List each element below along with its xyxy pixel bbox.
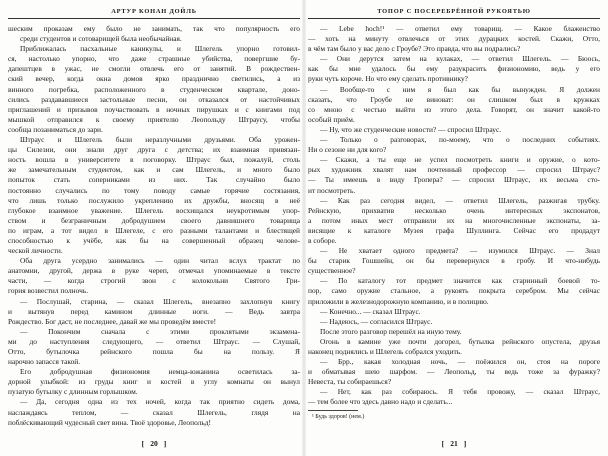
text-line: наслаждаясь теплом, — сказал Шлегель, глядя на xyxy=(8,407,300,417)
footnote-rule xyxy=(308,410,358,411)
text-line: Невеста, ты собираешься? xyxy=(308,377,392,387)
text-line: нарочно запасся такой. xyxy=(8,357,81,367)
left-page-number: 20 xyxy=(150,439,158,448)
text-line: наконец поднялись и Шлегель собрался уходить. xyxy=(308,347,462,356)
text-line: постоянно случались по тому поводу самые горячие состязания, xyxy=(8,185,300,195)
text-line: приглашений и призывов поучаствовать в ночных пирушках и с книгами под xyxy=(8,104,300,114)
text-line: — тем более что здесь давно надо и сделать... xyxy=(308,397,453,407)
text-line: ность вошла в университете в поговорку. Штраус был, пожалуй, столь xyxy=(8,155,300,165)
text-line: по играм, а тот видел в Шлегеле, с его разными талантами и блестящей xyxy=(8,225,300,235)
right-page xyxy=(308,0,600,456)
text-line: особый приём. xyxy=(308,114,355,124)
text-line: ский вечер, когда окна домов ярко празднично светились, а из xyxy=(8,74,300,84)
text-line: сказать, что Гроубе не виноват: он слишком был в кружках xyxy=(308,94,600,104)
right-page-body xyxy=(308,24,600,408)
text-line: — Вообще-то с ним я был как бы вынужден. Я должен xyxy=(320,84,600,94)
text-line: способностью к учёбе, как бы на совершенный образец челове- xyxy=(8,235,300,245)
text-line: анатомии, другой, держа в руке череп, отмечал упоминаемые в тексте xyxy=(8,266,300,276)
text-line: — Надеюсь, — согласился Штраус. xyxy=(320,316,433,326)
text-line: — Да, сегодня одна из тех ночей, когда так приятно сидеть дома, xyxy=(20,397,300,407)
text-line: шеским проказам ему было не занимать, так что популярность его xyxy=(8,24,300,33)
text-line: части, — когда строгий звон с колокольни Святого Гри- xyxy=(8,276,300,286)
text-line: винного погребка, расположенного в студенческом квартале, доно- xyxy=(8,84,300,94)
text-line: рых художник хвалят нам почтенный профессор — спросил Штраус? xyxy=(308,165,600,175)
text-line: ческой личности. xyxy=(8,246,63,256)
text-line: — Как раз сегодня видел, — ответил Шлегель, разжигая трубку. xyxy=(320,195,600,205)
text-line: Штраус и Шлегель были неразлучными друзьями. Оба урожен- xyxy=(20,135,300,145)
left-page xyxy=(8,0,300,456)
text-line: среди студентов и сотоварищей была необычайная. xyxy=(20,34,182,44)
book-gutter xyxy=(302,0,306,456)
right-running-head: ТОПОР С ПОСЕРЕБРЁННОЙ РУКОЯТЬЮ xyxy=(377,8,531,15)
footnote: ¹ Будь здоров! (нем.) xyxy=(312,414,365,420)
text-line: бы старик Гошшейн, он бы перевернулся в гробу. И что-нибудь xyxy=(308,256,600,266)
text-line: мышкой отправился к своему приятелю Леопольду Штраусу, чтобы xyxy=(8,114,300,124)
right-header-rule xyxy=(308,18,600,19)
text-line: Рейнскую, прихватив несколько очень интересных экспонатов, xyxy=(308,205,600,215)
text-line: висящие к каталоге Музея графа Шуллинга. Сейчас его продадут xyxy=(308,225,600,235)
text-line: — Ты имеешь в виду Гропера? — спросил Штраус, их весьма сто- xyxy=(308,175,600,185)
text-line: в чём там было у вас дело с Гроубе? Это правда, что вы подрались? xyxy=(308,44,521,54)
text-line: цы Силезии, они знали друг друга с детства; их взаимная привязан- xyxy=(8,145,300,155)
text-line: — Нет, как раз собираюсь. Я тебя провожу, — сказал Штраус, xyxy=(320,387,600,397)
text-line: ми до наступления следующего, — ответил Штраус. — Слушай, xyxy=(8,336,300,346)
text-line: ся, настолько упорно, что даже страшные убийства, повергшие бу- xyxy=(8,54,300,64)
text-line: глубокое взаимное уважение. Шлегель восхищался неукротимым упор- xyxy=(8,205,300,215)
text-line: сились раздававшиеся застольные песни, он отказался от настойчивых xyxy=(8,94,300,104)
text-line: как бы мне удалось бы ему разукрасить физиономию, ведь у его xyxy=(308,64,600,74)
text-line: существенное? xyxy=(308,266,356,276)
text-line: дорной улыбкой: из груды книг и костей в углу комнаты он вынул xyxy=(8,377,300,387)
text-line: ством и безграничным добродушием своего давнишнего товарища xyxy=(8,215,300,225)
text-line: пузатую бутылку с длинным горлышком. xyxy=(8,387,138,397)
text-line: — Послушай, старина, — сказал Шлегель, внезапно захлопнув книгу xyxy=(20,296,300,306)
left-running-head: АРТУР КОНАН ДОЙЛЬ xyxy=(111,8,197,15)
text-line: со мною с честью выйти из этого дела. Говорят, он значит какой-то xyxy=(308,104,600,114)
text-line: а потом иных мест отправили их на многочисленные экспонаты, за- xyxy=(308,215,600,225)
text-line: — Не хватает одного предмета? — изумился Штраус. — Знал xyxy=(320,246,600,256)
text-line: сообща позаниматься до зари. xyxy=(8,124,103,134)
text-line: — Lebe hoch!¹ — ответил ему товарищ. — Какое блаженство xyxy=(320,24,600,33)
folio-bracket-close: ] xyxy=(163,439,167,448)
text-line: Отто, бутылочка рейнского пошла бы на пользу. Я xyxy=(8,347,300,356)
text-line: что лишь только послужило укреплению их дружбы, вносящ в неё xyxy=(8,195,300,205)
text-line: — Брр., какая холодная ночь, — поёжился он, стоя на пороге xyxy=(320,357,600,367)
text-line: Его добродушная физиономия немца-южанина осветилась за- xyxy=(20,367,300,377)
text-line: приложили в железнодорожную компанию, и в полицию. xyxy=(308,296,489,306)
text-line: Рождество. Бог даст, не последнее, давай же мы проведём вместе! xyxy=(8,316,217,326)
text-line: руки чуть короче. Но что ему сделать противнику? xyxy=(308,74,468,84)
text-line: гория возвестил полночь. xyxy=(8,286,89,296)
text-line: в соборе. xyxy=(308,235,337,245)
text-line: — Только о разговорах, по-моему, что о последних событиях. xyxy=(320,135,600,145)
text-line: — хоть на минуту отвлечься от этих дурацких костей. Скажи, Отто, xyxy=(308,34,600,44)
text-line: пор, само оружие стальное, а рукоять покрыта серебром. Мы сейчас xyxy=(308,286,600,296)
folio-bracket-open: [ xyxy=(141,439,145,448)
text-line: — Они дерутся затем на кулаках, — ответил Шлегель. — Бюось, xyxy=(320,54,600,64)
text-line: поблёскивающий чудесный свет вина. Твоё здоровье, Леопольд! xyxy=(8,417,211,427)
text-line: Огонь в камине уже почти догорел, бутылка рейнского опустела, друзья xyxy=(320,336,600,346)
right-folio xyxy=(308,439,600,448)
left-folio xyxy=(8,439,300,448)
text-line: Приближалась пасхальные каникулы, и Шлегель упорно готовил- xyxy=(20,44,300,54)
left-page-body xyxy=(8,24,300,428)
text-line: же замечательным студентом, как и сам Шлегель, и много было xyxy=(8,165,300,175)
text-line: — По каталогу тот предмет значится как старинный боевой то- xyxy=(320,276,600,286)
folio-bracket-open: [ xyxy=(441,439,445,448)
text-line: попыток стать соперниками из них. Так случайно было xyxy=(8,175,300,185)
text-line: и обматывая шею шарфом. — Леопольд, ты ведь тоже за фуражку? xyxy=(308,367,600,377)
text-line: дапештцев в ужас, не смогли отвлечь его от занятий. В рождествен- xyxy=(8,64,300,74)
text-line: — Скажи, а ты еще не успел посмотреть книги и оружие, о кото- xyxy=(320,155,600,165)
text-line: После этого разговор перешёл на иную тему. xyxy=(320,326,462,336)
text-line: — Ну, что же студенческие новости? — спросил Штраус. xyxy=(320,124,502,134)
text-line: — Покончим сначала с этими проклятыми экзамена- xyxy=(20,326,300,336)
text-line: ит посмотреть. xyxy=(308,185,356,195)
text-line: Оба друга усердно занимались — один читал вслух трактат по xyxy=(20,256,300,266)
right-page-number: 21 xyxy=(450,439,458,448)
text-line: Ни о сезоне ни для кого? xyxy=(308,145,387,155)
left-header-rule xyxy=(8,18,300,19)
text-line: и вытянув перед каминoм длинные ноги. — Ведь завтра xyxy=(8,306,300,316)
text-line: — Конечно... — сказал Штраус. xyxy=(320,306,421,316)
folio-bracket-close: ] xyxy=(463,439,467,448)
